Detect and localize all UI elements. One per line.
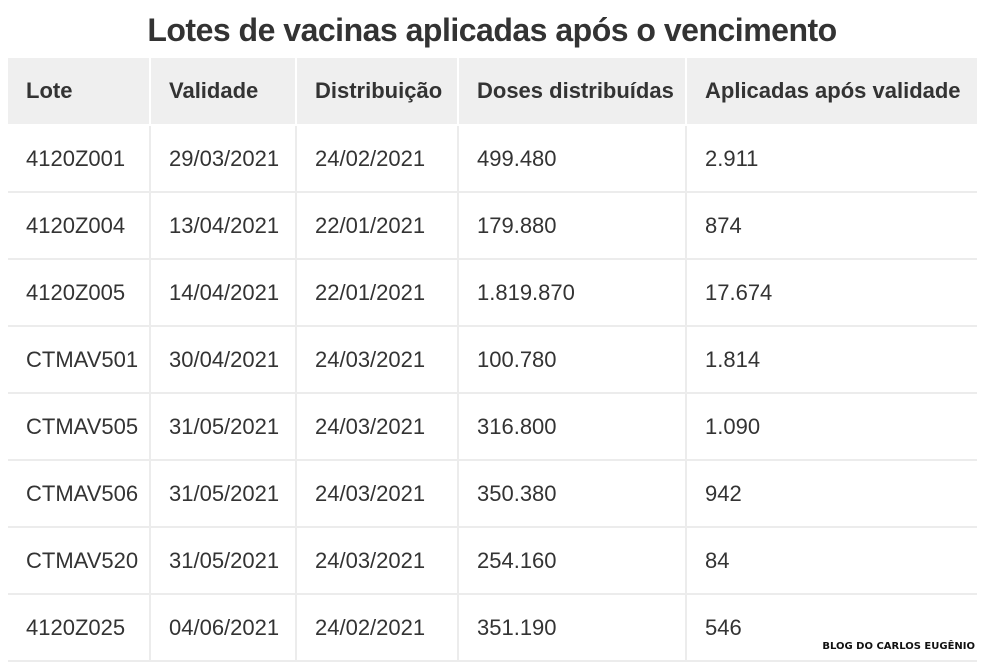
table-row bbox=[8, 393, 977, 460]
cell-doses-distribuidas: 179.880 bbox=[458, 192, 686, 259]
column-header-distribuicao: Distribuição bbox=[296, 58, 458, 125]
cell-aplicadas-apos-validade: 546 bbox=[686, 594, 977, 661]
cell-lote: 4120Z005 bbox=[8, 259, 150, 326]
cell-validade: 14/04/2021 bbox=[150, 259, 296, 326]
cell-distribuicao: 24/03/2021 bbox=[296, 393, 458, 460]
cell-doses-distribuidas: 499.480 bbox=[458, 125, 686, 192]
cell-lote: CTMAV520 bbox=[8, 527, 150, 594]
column-header-doses-distribuidas: Doses distribuídas bbox=[458, 58, 686, 125]
cell-doses-distribuidas: 100.780 bbox=[458, 326, 686, 393]
cell-validade: 31/05/2021 bbox=[150, 393, 296, 460]
column-header-validade: Validade bbox=[150, 58, 296, 125]
cell-distribuicao: 24/02/2021 bbox=[296, 125, 458, 192]
table-row bbox=[8, 125, 977, 192]
table-header bbox=[8, 58, 977, 125]
table-body bbox=[8, 125, 977, 661]
cell-lote: 4120Z004 bbox=[8, 192, 150, 259]
cell-lote: 4120Z025 bbox=[8, 594, 150, 661]
cell-distribuicao: 22/01/2021 bbox=[296, 259, 458, 326]
column-header-aplicadas-apos-validade: Aplicadas após validade bbox=[686, 58, 977, 125]
cell-aplicadas-apos-validade: 2.911 bbox=[686, 125, 977, 192]
chart-title: Lotes de vacinas aplicadas após o vencimento bbox=[147, 12, 837, 48]
cell-validade: 30/04/2021 bbox=[150, 326, 296, 393]
cell-distribuicao: 22/01/2021 bbox=[296, 192, 458, 259]
cell-doses-distribuidas: 351.190 bbox=[458, 594, 686, 661]
table-row bbox=[8, 460, 977, 527]
table-row bbox=[8, 527, 977, 594]
cell-doses-distribuidas: 254.160 bbox=[458, 527, 686, 594]
cell-validade: 29/03/2021 bbox=[150, 125, 296, 192]
cell-lote: CTMAV501 bbox=[8, 326, 150, 393]
header-row bbox=[8, 58, 977, 125]
cell-doses-distribuidas: 316.800 bbox=[458, 393, 686, 460]
source-credit: BLOG DO CARLOS EUGÊNIO bbox=[822, 641, 975, 652]
table-row bbox=[8, 259, 977, 326]
cell-distribuicao: 24/03/2021 bbox=[296, 326, 458, 393]
cell-validade: 31/05/2021 bbox=[150, 460, 296, 527]
cell-lote: CTMAV505 bbox=[8, 393, 150, 460]
cell-aplicadas-apos-validade: 17.674 bbox=[686, 259, 977, 326]
cell-doses-distribuidas: 350.380 bbox=[458, 460, 686, 527]
cell-validade: 31/05/2021 bbox=[150, 527, 296, 594]
cell-aplicadas-apos-validade: 942 bbox=[686, 460, 977, 527]
cell-distribuicao: 24/03/2021 bbox=[296, 460, 458, 527]
cell-doses-distribuidas: 1.819.870 bbox=[458, 259, 686, 326]
table-row bbox=[8, 326, 977, 393]
cell-validade: 04/06/2021 bbox=[150, 594, 296, 661]
table-row bbox=[8, 192, 977, 259]
cell-lote: 4120Z001 bbox=[8, 125, 150, 192]
cell-lote: CTMAV506 bbox=[8, 460, 150, 527]
cell-aplicadas-apos-validade: 84 bbox=[686, 527, 977, 594]
cell-aplicadas-apos-validade: 874 bbox=[686, 192, 977, 259]
cell-aplicadas-apos-validade: 1.814 bbox=[686, 326, 977, 393]
data-table bbox=[8, 58, 977, 662]
cell-distribuicao: 24/02/2021 bbox=[296, 594, 458, 661]
cell-distribuicao: 24/03/2021 bbox=[296, 527, 458, 594]
column-header-lote: Lote bbox=[8, 58, 150, 125]
cell-validade: 13/04/2021 bbox=[150, 192, 296, 259]
cell-aplicadas-apos-validade: 1.090 bbox=[686, 393, 977, 460]
